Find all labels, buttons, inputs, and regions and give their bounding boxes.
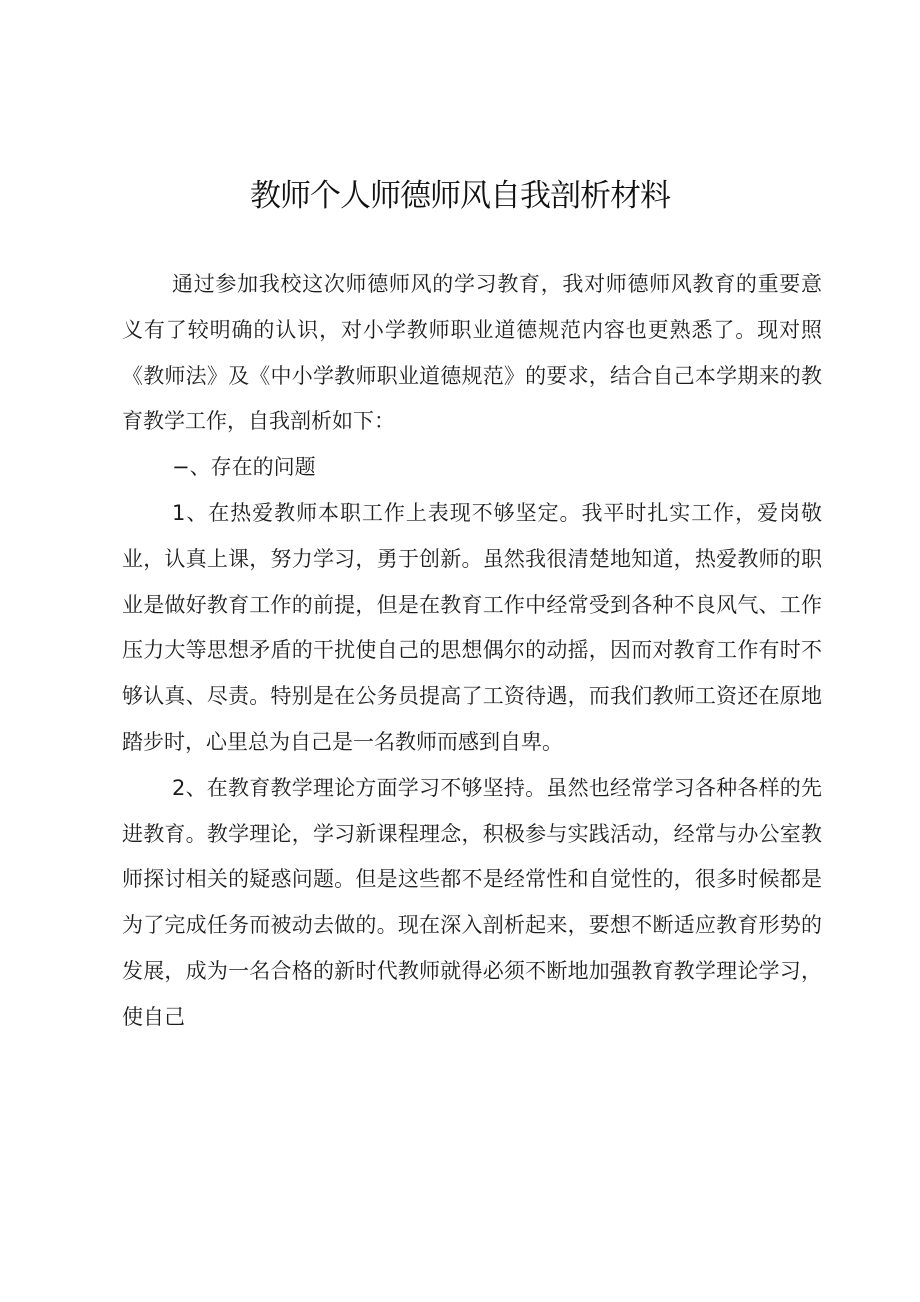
intro-paragraph: 通过参加我校这次师德师风的学习教育，我对师德师风教育的重要意义有了较明确的认识，对小学教师职业道德规范内容也更熟悉了。现对照《教师法》及《中小学教师职业道德规范》的要求，结合自己本学期来的教育教学工作，自我剖析如下： xyxy=(122,272,822,434)
document-title: 教师个人师德师风自我剖析材料 xyxy=(250,178,670,214)
document-body xyxy=(122,262,822,1041)
section-heading-problems: −、存在的问题 xyxy=(172,455,316,480)
problem-item-1: 1、在热爱教师本职工作上表现不够坚定。我平时扎实工作，爱岗敬业，认真上课，努力学习，勇于创新。虽然我很清楚地知道，热爱教师的职业是做好教育工作的前提，但是在教育工作中经常受到各种不良风气、工作压力大等思想矛盾的干扰使自己的思想偶尔的动摇，因而对教育工作有时不够认真、尽责。特别是在公务员提高了工资待遇，而我们教师工资还在原地踏步时，心里总为自己是一名教师而感到自卑。 xyxy=(122,500,822,754)
problem-item-2: 2、在教育教学理论方面学习不够坚持。虽然也经常学习各种各样的先进教育。教学理论，学习新课程理念，积极参与实践活动，经常与办公室教师探讨相关的疑惑问题。但是这些都不是经常性和自觉性的，很多时候都是为了完成任务而被动去做的。现在深入剖析起来，要想不断适应教育形势的发展，成为一名合格的新时代教师就得必须不断地加强教育教学理论学习，使自己 xyxy=(122,775,822,1029)
